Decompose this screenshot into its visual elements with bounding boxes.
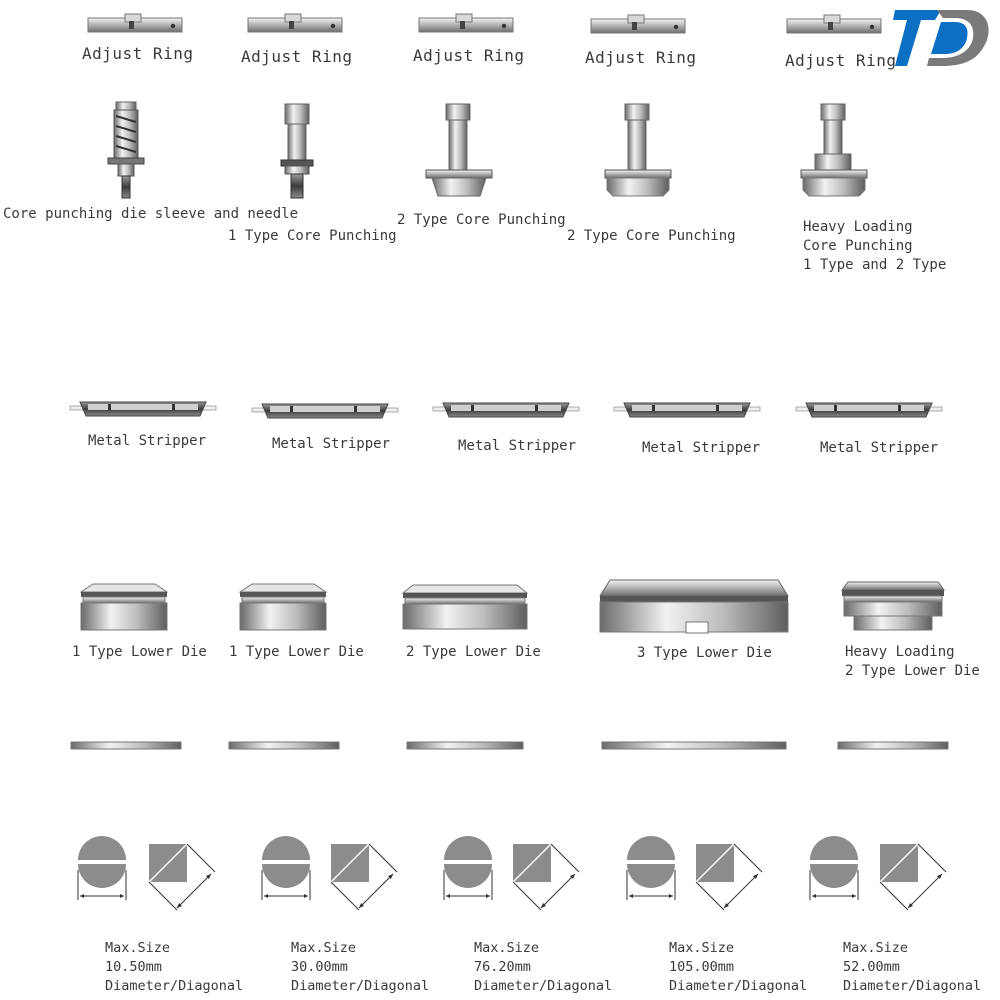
lower-die-label: 1 Type Lower Die [229, 644, 364, 660]
metal-stripper-label: Metal Stripper [88, 433, 207, 449]
square-size-diagram [329, 840, 401, 916]
heavy-lower-die-type2-image [840, 580, 946, 632]
lower-die-type2-image [401, 583, 529, 631]
size-caption: Max.Size 76.20mm Diameter/Diagonal [474, 940, 613, 994]
flat-plate-image [70, 741, 182, 750]
adjust-ring-image [418, 13, 514, 37]
punch-label: Heavy Loading Core Punching 1 Type and 2 Type [803, 219, 947, 273]
punch-label: Core punching die sleeve and needle [3, 206, 299, 222]
metal-stripper-label: Metal Stripper [458, 438, 577, 454]
flat-plate-image [837, 741, 949, 750]
round-size-diagram [623, 840, 679, 902]
metal-stripper-image [796, 399, 942, 419]
adjust-ring-label: Adjust Ring [241, 47, 353, 66]
size-caption: Max.Size 30.00mm Diameter/Diagonal [291, 940, 430, 994]
lower-die-label: 3 Type Lower Die [637, 645, 772, 661]
core-punch-type2-image [424, 102, 494, 198]
adjust-ring-label: Adjust Ring [82, 44, 194, 63]
adjust-ring-label: Adjust Ring [585, 48, 697, 67]
core-punch-type2-image [603, 102, 673, 198]
square-size-diagram [878, 840, 950, 916]
adjust-ring-image [87, 13, 183, 37]
metal-stripper-label: Metal Stripper [642, 440, 761, 456]
punch-label: 1 Type Core Punching [228, 228, 397, 244]
square-size-diagram [694, 840, 766, 916]
adjust-ring-label: Adjust Ring [413, 46, 525, 65]
square-size-diagram [511, 840, 583, 916]
brand-logo [893, 4, 993, 70]
lower-die-type1-image [79, 582, 169, 632]
round-size-diagram [806, 840, 862, 902]
core-punch-sleeve-needle-image [104, 100, 148, 200]
flat-plate-image [228, 741, 340, 750]
punch-label: 2 Type Core Punching [397, 212, 566, 228]
adjust-ring-label: Adjust Ring [785, 51, 897, 70]
round-size-diagram [440, 840, 496, 902]
adjust-ring-image [247, 13, 343, 37]
flat-plate-image [601, 741, 787, 750]
adjust-ring-image [786, 14, 882, 38]
lower-die-label: 1 Type Lower Die [72, 644, 207, 660]
lower-die-label: Heavy Loading 2 Type Lower Die [845, 644, 980, 679]
lower-die-type1-image [238, 582, 328, 632]
size-caption: Max.Size 105.00mm Diameter/Diagonal [669, 940, 808, 994]
size-caption: Max.Size 10.50mm Diameter/Diagonal [105, 940, 244, 994]
metal-stripper-label: Metal Stripper [820, 440, 939, 456]
round-size-diagram [74, 840, 130, 902]
size-caption: Max.Size 52.00mm Diameter/Diagonal [843, 940, 982, 994]
round-size-diagram [258, 840, 314, 902]
lower-die-label: 2 Type Lower Die [406, 644, 541, 660]
metal-stripper-image [433, 399, 579, 419]
adjust-ring-image [590, 14, 686, 38]
punch-label: 2 Type Core Punching [567, 228, 736, 244]
flat-plate-image [406, 741, 524, 750]
core-punch-type1-image [277, 102, 317, 200]
metal-stripper-image [614, 399, 760, 419]
metal-stripper-image [252, 400, 398, 420]
heavy-core-punch-image [799, 102, 869, 198]
square-size-diagram [147, 840, 219, 916]
metal-stripper-image [70, 398, 216, 418]
metal-stripper-label: Metal Stripper [272, 436, 391, 452]
lower-die-type3-image [598, 578, 790, 634]
